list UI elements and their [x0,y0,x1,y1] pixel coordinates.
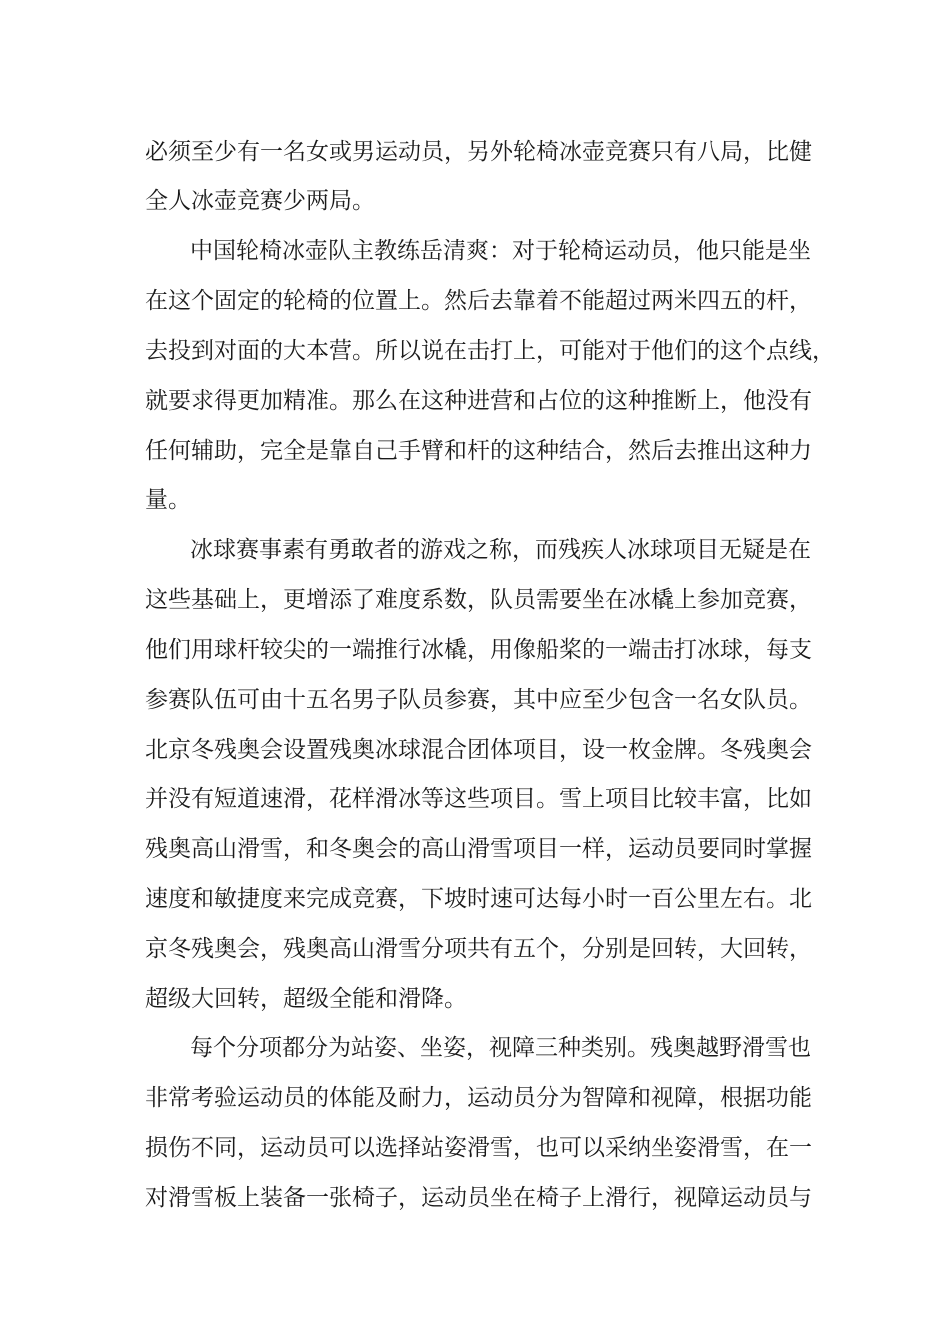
text-line: 损伤不同，运动员可以选择站姿滑雪，也可以采纳坐姿滑雪，在一 [145,1135,812,1161]
text-line: 必须至少有一名女或男运动员，另外轮椅冰壶竞赛只有八局，比健 [145,139,812,165]
text-line: 全人冰壶竞赛少两局。 [145,188,375,214]
text-line: 中国轮椅冰壶队主教练岳清爽：对于轮椅运动员，他只能是坐 [190,238,811,264]
text-line: 去投到对面的大本营。所以说在击打上，可能对于他们的这个点线， [145,338,835,364]
text-line: 每个分项都分为站姿、坐姿，视障三种类别。残奥越野滑雪也 [190,1035,811,1061]
text-line: 在这个固定的轮椅的位置上。然后去靠着不能超过两米四五的杆， [145,288,812,314]
text-line: 京冬残奥会，残奥高山滑雪分项共有五个，分别是回转，大回转， [145,936,812,962]
text-line: 参赛队伍可由十五名男子队员参赛，其中应至少包含一名女队员。 [145,687,812,713]
text-line: 对滑雪板上装备一张椅子，运动员坐在椅子上滑行，视障运动员与 [145,1185,812,1211]
text-line: 北京冬残奥会设置残奥冰球混合团体项目，设一枚金牌。冬残奥会 [145,737,812,763]
text-line: 任何辅助，完全是靠自己手臂和杆的这种结合，然后去推出这种力 [145,438,812,464]
text-line: 这些基础上，更增添了难度系数，队员需要坐在冰橇上参加竞赛， [145,587,812,613]
text-line: 残奥高山滑雪，和冬奥会的高山滑雪项目一样，运动员要同时掌握 [145,836,812,862]
text-line: 量。 [145,487,191,513]
text-line: 非常考验运动员的体能及耐力，运动员分为智障和视障，根据功能 [145,1085,812,1111]
text-line: 超级大回转，超级全能和滑降。 [145,986,467,1012]
text-line: 冰球赛事素有勇敢者的游戏之称，而残疾人冰球项目无疑是在 [190,537,811,563]
text-line: 就要求得更加精准。那么在这种进营和占位的这种推断上，他没有 [145,388,812,414]
text-line: 他们用球杆较尖的一端推行冰橇，用像船桨的一端击打冰球，每支 [145,637,812,663]
text-line: 并没有短道速滑，花样滑冰等这些项目。雪上项目比较丰富，比如 [145,786,812,812]
text-line: 速度和敏捷度来完成竞赛，下坡时速可达每小时一百公里左右。北 [145,886,812,912]
